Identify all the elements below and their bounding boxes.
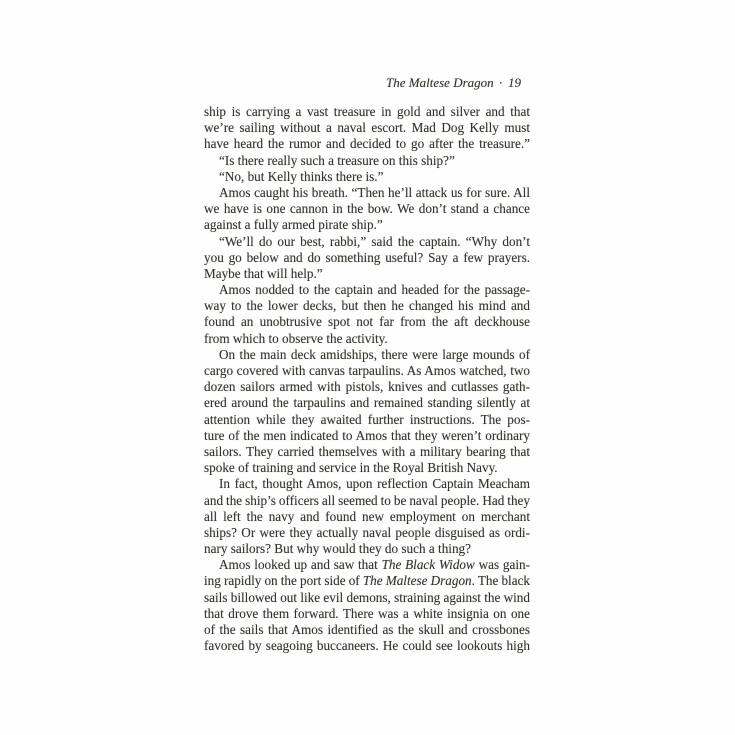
text-line: “No, but Kelly thinks there is.” bbox=[219, 168, 384, 184]
text-line: we have is one cannon in the bow. We don’t stand a chance bbox=[204, 201, 530, 217]
page-body bbox=[204, 104, 530, 654]
text-line: nary sailors? But why would they do such a thing? bbox=[204, 541, 472, 557]
body-paragraph bbox=[204, 153, 530, 169]
running-head-separator: · bbox=[498, 75, 503, 90]
text-line: you go below and do something useful? Say a few prayers. bbox=[204, 249, 530, 265]
body-paragraph bbox=[204, 234, 530, 283]
text-line: against a fully armed pirate ship.” bbox=[204, 217, 383, 233]
page-number: 19 bbox=[508, 75, 521, 90]
text-line: sails billowed out like evil demons, straining against the wind bbox=[204, 589, 530, 605]
text-line: sailors. They carried themselves with a military bearing that bbox=[204, 443, 530, 459]
text-line: found an unobtrusive spot not far from the aft deckhouse bbox=[204, 314, 530, 330]
text-line: and the ship’s officers all seemed to be naval people. Had they bbox=[204, 492, 530, 508]
text-line: from which to observe the activity. bbox=[204, 330, 388, 346]
text-line: Amos nodded to the captain and headed for the passage- bbox=[219, 282, 530, 298]
text-line: all left the navy and found new employment on merchant bbox=[204, 508, 530, 524]
text-line: In fact, thought Amos, upon reflection Captain Meacham bbox=[219, 476, 530, 492]
text-line: way to the lower decks, but then he changed his mind and bbox=[204, 298, 530, 314]
text-line: Amos looked up and saw that The Black Widow was gain- bbox=[219, 557, 530, 573]
text-line: ered around the tarpaulins and remained standing silently at bbox=[204, 395, 530, 411]
text-line: Maybe that will help.” bbox=[204, 265, 323, 281]
text-line: dozen sailors armed with pistols, knives and cutlasses gath- bbox=[204, 379, 530, 395]
text-line: ships? Or were they actually naval people disguised as ordi- bbox=[204, 524, 530, 540]
text-line: attention while they awaited further instructions. The pos- bbox=[204, 411, 530, 427]
text-line: of the sails that Amos identified as the skull and crossbones bbox=[204, 622, 530, 637]
text-line: favored by seagoing buccaneers. He could see lookouts high bbox=[204, 638, 530, 654]
body-paragraph bbox=[204, 347, 530, 477]
body-paragraph bbox=[204, 185, 530, 234]
body-paragraph bbox=[204, 169, 530, 185]
text-line: ing rapidly on the port side of The Maltese Dragon. The black bbox=[204, 573, 531, 589]
text-line: that drove them forward. There was a white insignia on one bbox=[204, 605, 530, 621]
text-line: On the main deck amidships, there were large mounds of bbox=[219, 346, 530, 362]
running-head bbox=[386, 75, 521, 91]
text-line: have heard the rumor and decided to go after the treasure.” bbox=[204, 136, 530, 152]
text-line: spoke of training and service in the Royal British Navy. bbox=[204, 460, 498, 476]
body-paragraph bbox=[204, 557, 530, 654]
body-paragraph bbox=[204, 476, 530, 557]
text-line: ture of the men indicated to Amos that they weren’t ordinary bbox=[204, 427, 530, 443]
running-head-title: The Maltese Dragon bbox=[386, 75, 494, 90]
text-line: ship is carrying a vast treasure in gold and silver and that bbox=[204, 104, 530, 119]
text-line: “Is there really such a treasure on this ship?” bbox=[219, 152, 455, 168]
text-line: Amos caught his breath. “Then he’ll attack us for sure. All bbox=[219, 184, 530, 200]
text-line: we’re sailing without a naval escort. Mad Dog Kelly must bbox=[204, 120, 530, 136]
text-line: “We’ll do our best, rabbi,” said the captain. “Why don’t bbox=[219, 233, 530, 249]
body-paragraph bbox=[204, 282, 530, 347]
text-line: cargo covered with canvas tarpaulins. As Amos watched, two bbox=[204, 363, 530, 378]
body-paragraph bbox=[204, 104, 530, 153]
